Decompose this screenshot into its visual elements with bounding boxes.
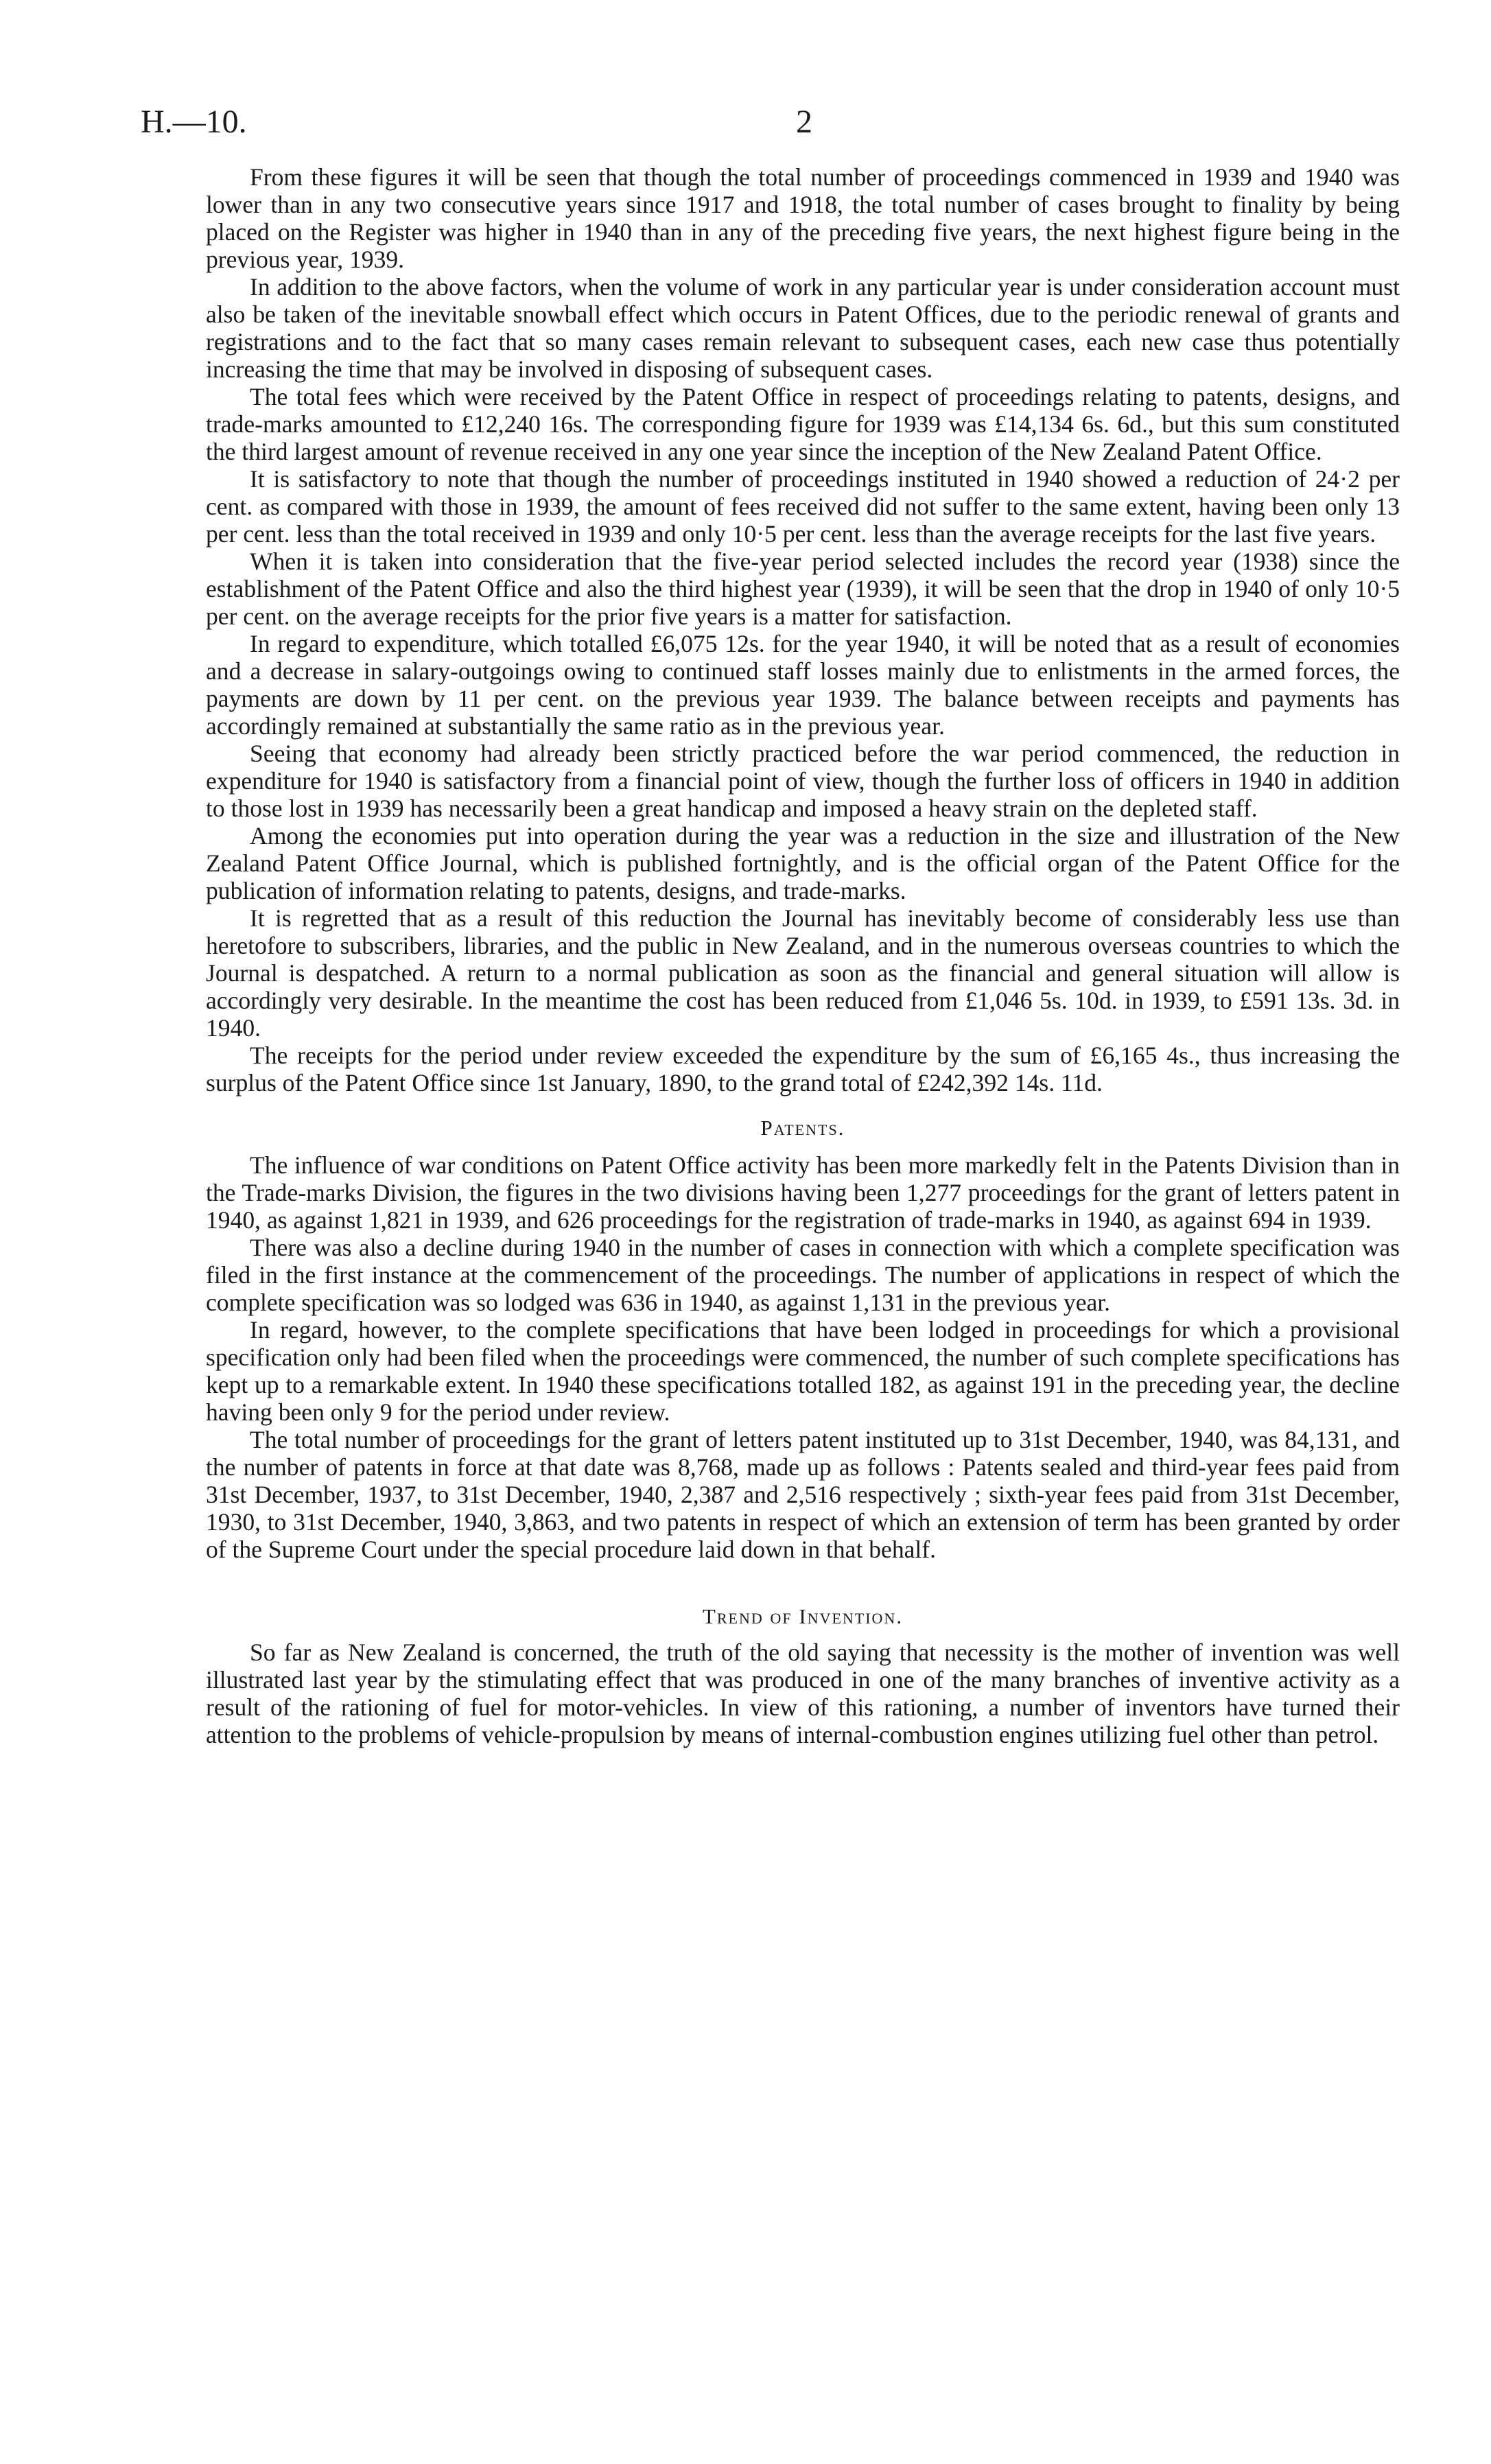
document-reference: H.—10. — [141, 104, 247, 140]
page-header — [141, 103, 1389, 151]
paragraph: In regard to expenditure, which totalled £6,075 12s. for the year 1940, it will be noted that as a result of economies and a decrease in salary-outgoings owing to continued staff losses mainly due to enlistments in the armed forces, the payments are down by 11 per cent. on the previous year 1939. The balance between receipts and payments has accordingly remained at substantially the same ratio as in the previous year. — [206, 630, 1400, 740]
paragraph: The influence of war conditions on Patent Office activity has been more markedly felt in the Patents Division than in the Trade-marks Division, the figures in the two divisions having been 1,277 proceedings for the grant of letters patent in 1940, as against 1,821 in 1939, and 626 proceedings for the registration of trade-marks in 1940, as against 694 in 1939. — [206, 1151, 1400, 1234]
document-body — [206, 163, 1400, 1748]
paragraph: In regard, however, to the complete specifications that have been lodged in proceedings for which a provisional specification only had been filed when the proceedings were commenced, the number of such complete specifications has kept up to a remarkable extent. In 1940 these specifications totalled 182, as against 191 in the preceding year, the decline having been only 9 for the period under review. — [206, 1316, 1400, 1426]
paragraph: Seeing that economy had already been strictly practiced before the war period commenced, the reduction in expenditure for 1940 is satisfactory from a financial point of view, though the further loss of officers in 1940 in addition to those lost in 1939 has necessarily been a great handicap and imposed a heavy strain on the depleted staff. — [206, 740, 1400, 822]
paragraph: The total number of proceedings for the grant of letters patent instituted up to 31st December, 1940, was 84,131, and the number of patents in force at that date was 8,768, made up as follows : Patents sealed and third-year fees paid from 31st December, 1937, to 31st December, 1940, 2,387 and 2,516 respectively ; sixth-year fees paid from 31st December, 1930, to 31st December, 1940, 3,863, and two patents in respect of which an extension of term has been granted by order of the Supreme Court under the special procedure laid down in that behalf. — [206, 1426, 1400, 1563]
section-heading-patents: Patents. — [760, 1116, 845, 1140]
paragraph: The receipts for the period under review exceeded the expenditure by the sum of £6,165 4s., thus increasing the surplus of the Patent Office since 1st January, 1890, to the grand total of £242,392 14s. 11d. — [206, 1042, 1400, 1096]
paragraph: Among the economies put into operation during the year was a reduction in the size and illustration of the New Zealand Patent Office Journal, which is published fortnightly, and is the official organ of the Patent Office for the publication of information relating to patents, designs, and trade-marks. — [206, 822, 1400, 904]
section-heading-trend-of-invention: Trend of Invention. — [702, 1604, 904, 1628]
paragraph: The total fees which were received by the Patent Office in respect of proceedings relating to patents, designs, and trade-marks amounted to £12,240 16s. The corresponding figure for 1939 was £14,134 6s. 6d., but this sum constituted the third largest amount of revenue received in any one year since the inception of the New Zealand Patent Office. — [206, 383, 1400, 465]
paragraph: So far as New Zealand is concerned, the truth of the old saying that necessity is the mother of invention was well illustrated last year by the stimulating effect that was produced in one of the many branches of inventive activity as a result of the rationing of fuel for motor-vehicles. In view of this rationing, a number of inventors have turned their attention to the problems of vehicle-propulsion by means of internal-combustion engines utilizing fuel other than petrol. — [206, 1639, 1400, 1748]
paragraph: In addition to the above factors, when the volume of work in any particular year is under consideration account must also be taken of the inevitable snowball effect which occurs in Patent Offices, due to the periodic renewal of grants and registrations and to the fact that so many cases remain relevant to subsequent cases, each new case thus potentially increasing the time that may be involved in disposing of subsequent cases. — [206, 273, 1400, 383]
paragraph: From these figures it will be seen that though the total number of proceedings commenced in 1939 and 1940 was lower than in any two consecutive years since 1917 and 1918, the total number of cases brought to finality by being placed on the Register was higher in 1940 than in any of the preceding five years, the next highest figure being in the previous year, 1939. — [206, 163, 1400, 273]
paragraph: When it is taken into consideration that the five-year period selected includes the record year (1938) since the establishment of the Patent Office and also the third highest year (1939), it will be seen that the drop in 1940 of only 10·5 per cent. on the average receipts for the prior five years is a matter for satisfaction. — [206, 548, 1400, 630]
paragraph: It is satisfactory to note that though the number of proceedings instituted in 1940 showed a reduction of 24·2 per cent. as compared with those in 1939, the amount of fees received did not suffer to the same extent, having been only 13 per cent. less than the total received in 1939 and only 10·5 per cent. less than the average receipts for the last five years. — [206, 465, 1400, 548]
paragraph: It is regretted that as a result of this reduction the Journal has inevitably become of considerably less use than heretofore to subscribers, libraries, and the public in New Zealand, and in the numerous overseas countries to which the Journal is despatched. A return to a normal publication as soon as the financial and general situation will allow is accordingly very desirable. In the meantime the cost has been reduced from £1,046 5s. 10d. in 1939, to £591 13s. 3d. in 1940. — [206, 904, 1400, 1042]
paragraph: There was also a decline during 1940 in the number of cases in connection with which a complete specification was filed in the first instance at the commencement of the proceedings. The number of applications in respect of which the complete specification was so lodged was 636 in 1940, as against 1,131 in the previous year. — [206, 1234, 1400, 1316]
page-number: 2 — [796, 104, 812, 140]
